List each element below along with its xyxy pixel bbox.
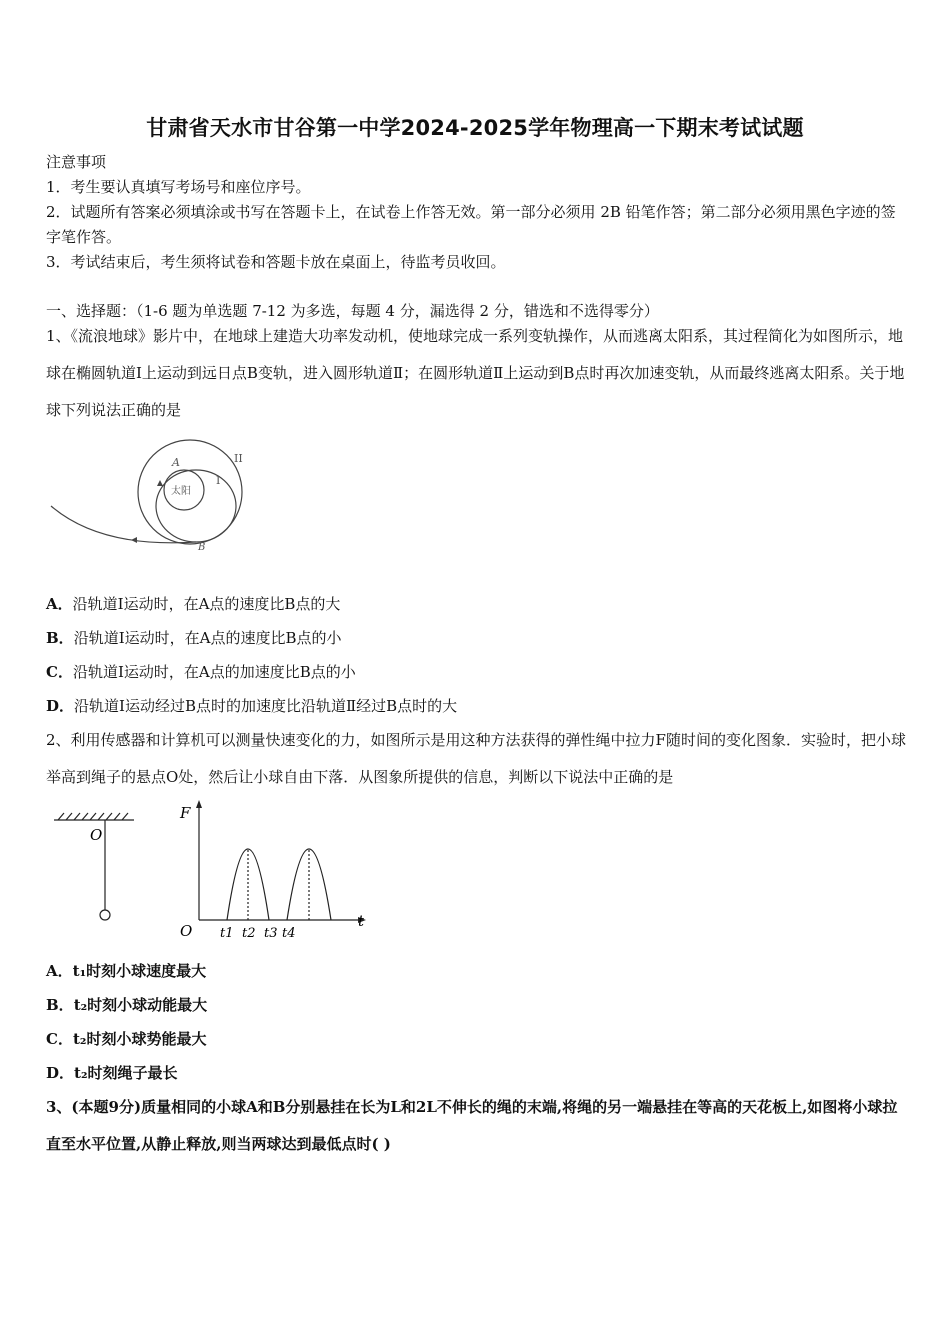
q1-option-d: D．沿轨道Ⅰ运动经过B点时的加速度比沿轨道Ⅱ经过B点时的大 xyxy=(46,697,458,715)
q1-option-a: A．沿轨道Ⅰ运动时，在A点的速度比B点的大 xyxy=(46,595,341,613)
q2-option-a: A．t₁时刻小球速度最大 xyxy=(46,962,207,980)
t3-label: t3 xyxy=(264,926,278,941)
t1-label: t1 xyxy=(220,926,234,941)
notice-heading: 注意事项 xyxy=(46,153,107,171)
pivot-o-label: O xyxy=(90,826,103,844)
point-a-label: A xyxy=(172,456,180,469)
orbit-2-label: II xyxy=(234,452,243,465)
escape-arrow-icon xyxy=(131,537,137,543)
notice-item-1: 1．考生要认真填写考场号和座位序号。 xyxy=(46,178,311,196)
t-axis-label: t xyxy=(358,912,365,930)
t4-label: t4 xyxy=(282,926,296,941)
q1-option-b: B．沿轨道Ⅰ运动时，在A点的速度比B点的小 xyxy=(46,629,342,647)
escape-path xyxy=(51,506,196,543)
f-axis-arrow-icon xyxy=(196,800,202,808)
question-3-stem: 3、(本题9分)质量相同的小球A和B分别悬挂在长为L和2L不伸长的绳的末端,将绳的另一端悬挂在等高的天花板上,如图将小球拉直至水平位置,从静止释放,则当两球达到最低点时( ) xyxy=(46,1098,898,1153)
question-2-stem: 2、利用传感器和计算机可以测量快速变化的力，如图所示是用这种方法获得的弹性绳中拉力F随时间的变化图象．实验时，把小球举高到绳子的悬点O处，然后让小球自由下落．从图象所提供的信息，判断以下说法中正确的是 xyxy=(46,731,906,786)
t2-label: t2 xyxy=(242,926,256,941)
q2-option-b: B．t₂时刻小球动能最大 xyxy=(46,996,208,1014)
orbit-1-label: I xyxy=(216,474,221,487)
ball-circle xyxy=(100,910,110,920)
notice-item-3: 3．考试结束后，考生须将试卷和答题卡放在桌面上，待监考员收回。 xyxy=(46,253,506,271)
point-b-label: B xyxy=(198,542,206,553)
notice-item-2: 2．试题所有答案必须填涂或书写在答题卡上，在试卷上作答无效。第一部分必须用 2B 铅笔作答；第二部分必须用黑色字迹的签字笔作答。 xyxy=(46,203,896,246)
orbit-arrow-icon xyxy=(157,480,163,486)
q2-option-c: C．t₂时刻小球势能最大 xyxy=(46,1030,207,1048)
orbit-figure xyxy=(46,436,256,556)
ceiling-hatch xyxy=(58,813,128,820)
question-1-stem: 1、《流浪地球》影片中，在地球上建造大功率发动机，使地球完成一系列变轨操作，从而逃离太阳系，其过程简化为如图所示，地球在椭圆轨道Ⅰ上运动到远日点B变轨，进入圆形轨道Ⅱ；在圆形轨道Ⅱ上运动到B点时再次加速变轨，从而最终逃离太阳系。关于地球下列说法正确的是 xyxy=(46,327,905,419)
sun-label: 太阳 xyxy=(171,486,191,497)
f-axis-label: F xyxy=(180,804,191,822)
page-title: 甘肃省天水市甘谷第一中学2024-2025学年物理高一下期末考试试题 xyxy=(146,116,804,140)
section-heading: 一、选择题：（1-6 题为单选题 7-12 为多选，每题 4 分，漏选得 2 分，错选和不选得零分） xyxy=(46,302,659,320)
q1-option-c: C．沿轨道Ⅰ运动时，在A点的加速度比B点的小 xyxy=(46,663,356,681)
force-time-figure xyxy=(52,800,372,942)
origin-label: O xyxy=(180,922,193,940)
q2-option-d: D．t₂时刻绳子最长 xyxy=(46,1064,178,1082)
